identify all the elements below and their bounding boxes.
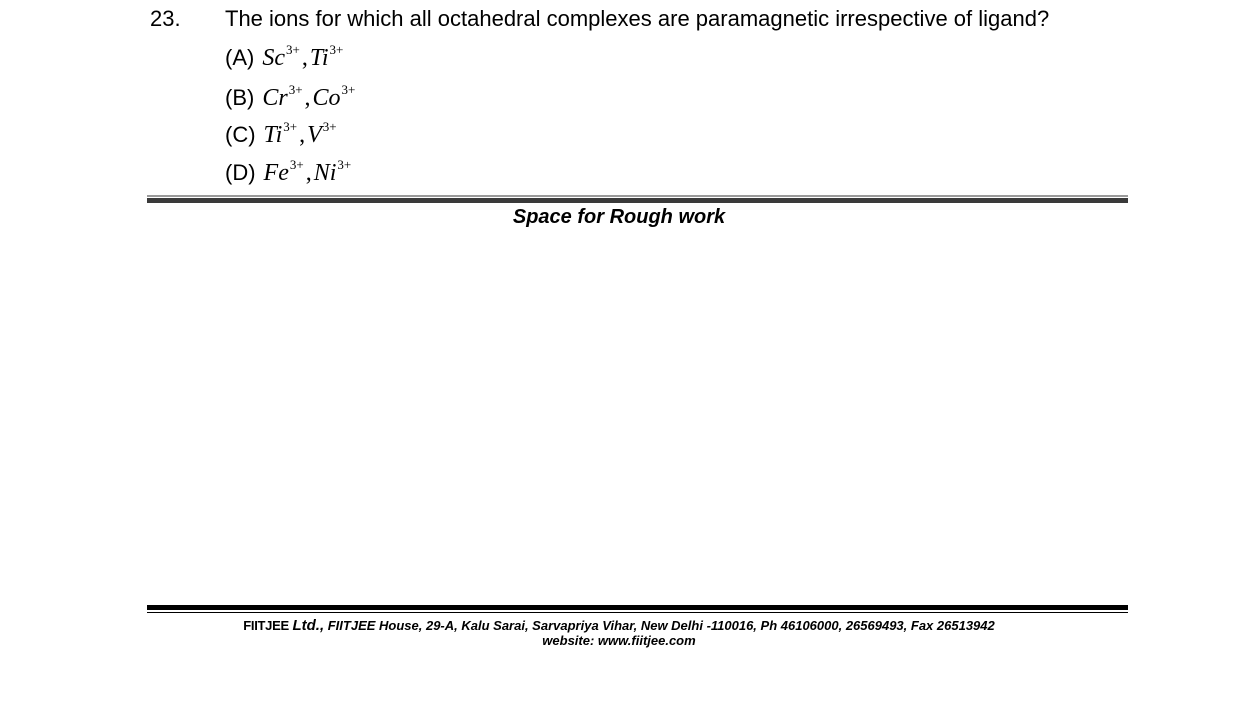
footer-address-line bbox=[0, 617, 1238, 634]
ion-charge: 3+ bbox=[288, 82, 303, 97]
option-c[interactable] bbox=[225, 113, 337, 149]
option-d[interactable] bbox=[225, 151, 351, 187]
ion-symbol: Co bbox=[312, 85, 341, 111]
ion-separator: , bbox=[305, 160, 312, 186]
divider-thick-line bbox=[147, 198, 1128, 203]
ion-charge: 3+ bbox=[329, 42, 344, 57]
ion-charge: 3+ bbox=[322, 119, 337, 134]
ion-separator: , bbox=[301, 45, 308, 71]
ion-separator: , bbox=[299, 122, 306, 148]
ion-charge: 3+ bbox=[341, 82, 356, 97]
ion-symbol: Ti bbox=[309, 45, 329, 71]
ion-symbol: Sc bbox=[262, 45, 285, 71]
ion-symbol: Ti bbox=[263, 122, 283, 148]
option-a[interactable] bbox=[225, 36, 343, 72]
divider-thick-line bbox=[147, 605, 1128, 610]
divider-thin-line bbox=[147, 612, 1128, 613]
option-formula bbox=[262, 42, 344, 71]
question-number: 23. bbox=[150, 6, 181, 31]
ion-symbol: V bbox=[307, 122, 322, 148]
ion-symbol: Fe bbox=[263, 160, 289, 186]
option-label: (A) bbox=[225, 45, 255, 70]
footer-divider bbox=[147, 605, 1128, 613]
option-formula bbox=[263, 119, 337, 148]
ion-charge: 3+ bbox=[283, 119, 298, 134]
ion-symbol: Cr bbox=[262, 85, 288, 111]
option-b[interactable] bbox=[225, 76, 355, 112]
divider-thin-line bbox=[147, 195, 1128, 197]
footer-address: FIITJEE House, 29-A, Kalu Sarai, Sarvapriya Vihar, New Delhi -110016, Ph 46106000, 26569493, Fax 26513942 bbox=[327, 618, 995, 633]
ion-separator: , bbox=[304, 85, 311, 111]
option-label: (B) bbox=[225, 85, 255, 110]
option-label: (D) bbox=[225, 160, 256, 185]
ion-charge: 3+ bbox=[285, 42, 300, 57]
option-formula bbox=[263, 157, 352, 186]
brand-logo-text: FIITJEE bbox=[243, 618, 289, 633]
ion-charge: 3+ bbox=[337, 157, 352, 172]
footer-website: website: www.fiitjee.com bbox=[542, 633, 696, 648]
ion-symbol: Ni bbox=[313, 160, 337, 186]
question-text: The ions for which all octahedral complexes are paramagnetic irrespective of ligand? bbox=[225, 6, 1050, 31]
rough-work-title: Space for Rough work bbox=[512, 206, 726, 228]
option-label: (C) bbox=[225, 122, 256, 147]
brand-ltd: Ltd., bbox=[292, 617, 325, 634]
ion-charge: 3+ bbox=[289, 157, 304, 172]
section-divider bbox=[147, 195, 1128, 203]
option-formula bbox=[262, 82, 356, 111]
